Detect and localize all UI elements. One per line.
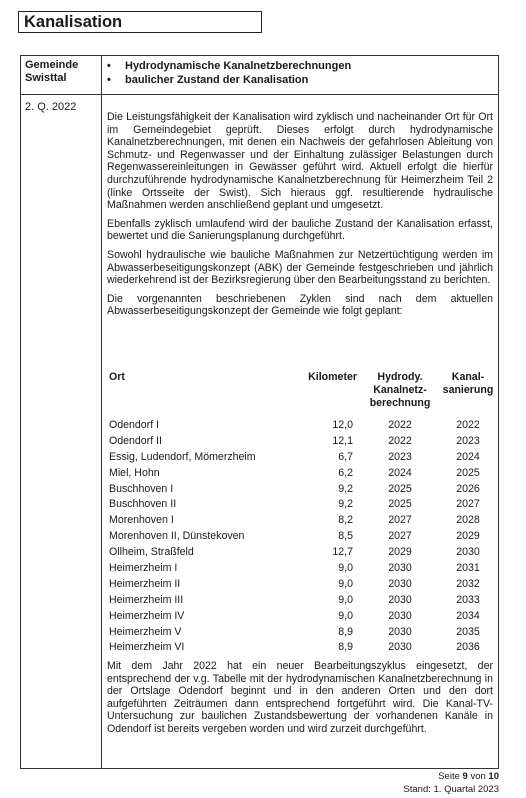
cell-hydro: 2023 [388, 450, 412, 463]
cell-kanal: 2035 [456, 625, 480, 638]
header-ort: Ort [109, 371, 125, 383]
table-row [107, 482, 493, 498]
cell-ort: Heimerzheim VI [109, 641, 185, 654]
cell-km: 9,0 [338, 593, 353, 606]
cell-kanal: 2023 [456, 434, 480, 447]
column-divider [101, 56, 102, 768]
topic-item: • Hydrodynamische Kanalnetzberechnungen [107, 60, 352, 72]
cell-ort: Heimerzheim III [109, 593, 184, 606]
content-table [20, 55, 499, 769]
schedule-table [107, 363, 493, 656]
table-row [107, 545, 493, 561]
bullet-icon: • [107, 60, 111, 72]
topic-item: • baulicher Zustand der Kanalisation [107, 74, 309, 86]
cell-kanal: 2033 [456, 593, 480, 606]
section-title: Kanalisation [18, 11, 262, 33]
cell-ort: Morenhoven II, Dünstekoven [109, 530, 245, 543]
cell-hydro: 2030 [388, 562, 412, 575]
cell-hydro: 2030 [388, 577, 412, 590]
header-hydro: Hydrody. Kanalnetz- berechnung [369, 371, 431, 409]
cell-hydro: 2022 [388, 434, 412, 447]
cell-ort: Odendorf II [109, 434, 162, 447]
header-kanal: Kanal- sanierung [442, 371, 494, 396]
bullet-icon: • [107, 74, 111, 86]
cell-kanal: 2022 [456, 419, 480, 431]
cell-ort: Heimerzheim II [109, 577, 181, 590]
cell-kanal: 2025 [456, 466, 480, 479]
table-row [107, 529, 493, 545]
topic-list [107, 59, 351, 87]
cell-ort: Heimerzheim V [109, 625, 182, 638]
table-row [107, 513, 493, 529]
cell-ort: Miel, Hohn [109, 466, 160, 479]
cell-kanal: 2024 [456, 450, 480, 463]
cell-kanal: 2032 [456, 577, 480, 590]
table-row [107, 609, 493, 625]
cell-hydro: 2022 [388, 419, 412, 431]
report-date: 2. Q. 2022 [25, 101, 77, 113]
cell-km: 12,0 [332, 419, 353, 431]
cell-hydro: 2025 [388, 498, 412, 511]
cell-hydro: 2027 [388, 530, 412, 543]
cell-ort: Buschhoven I [109, 482, 174, 495]
paragraph: Die Leistungsfähigkeit der Kanalisation wird zyklisch und nacheinander Ort für Ort im Gemeindegebiet geprüft. Dieses erfolgt durch hydrodynamische Kanalnetzberechnungen, mit denen ein Nachweis der gefahrlosen Ableitung von Schmutz- und Regenwasser und der Einhaltung zulässiger Belastungen durch Regenwassereinleitungen in Gewässer geführt wird. Aktuell erfolgt die hierfür durchzuführende hydrodynamische Kanalnetzberechnung für Heimerzheim Teil 2 (linke Ortsseite der Swist). Sich hieraus ggf. resultierende hydraulische Maßnahmen werden anschließend geplant und umgesetzt. [107, 111, 493, 212]
body-text [107, 111, 493, 324]
page-number: Seite 9 von 10 [438, 771, 499, 782]
cell-ort: Morenhoven I [109, 514, 174, 527]
table-row [107, 466, 493, 482]
table-row [107, 434, 493, 450]
cell-kanal: 2027 [456, 498, 480, 511]
table-row [107, 561, 493, 577]
cell-ort: Essig, Ludendorf, Mömerzheim [109, 450, 256, 463]
cell-hydro: 2030 [388, 641, 412, 654]
table-row [107, 640, 493, 656]
cell-kanal: 2028 [456, 514, 480, 527]
paragraph: Sowohl hydraulische wie bauliche Maßnahmen zur Netzertüchtigung werden im Abwasserbeseitigungskonzept (ABK) der Gemeinde festgeschrieben und jährlich wiederkehrend ist der Bezirksregierung über den Bearbeitungsstand zu berichten. [107, 248, 493, 287]
cell-hydro: 2027 [388, 514, 412, 527]
cell-km: 9,2 [338, 482, 353, 495]
cell-ort: Odendorf I [109, 419, 160, 431]
cell-ort: Heimerzheim IV [109, 609, 185, 622]
table-row [107, 625, 493, 641]
header-km: Kilometer [308, 371, 357, 383]
cell-hydro: 2024 [388, 466, 412, 479]
table-row [107, 450, 493, 466]
cell-ort: Buschhoven II [109, 498, 177, 511]
cell-kanal: 2026 [456, 482, 480, 495]
cell-km: 12,1 [332, 434, 353, 447]
closing-paragraph: Mit dem Jahr 2022 hat ein neuer Bearbeitungszyklus eingesetzt, der entsprechend der v.g. Tabelle mit der hydrodynamischen Kanalnetzberechnung in der Ortslage Odendorf beginnt und in den anderen Orten und den dort aufgeführten Zeiträumen dann entsprechend fortgeführt wird. Die Kanal-TV-Untersuchung zur baulichen Zustandsbewertung der vorhandenen Kanäle in Odendorf ist bereits vergeben worden und wird zurzeit durchgeführt. [107, 660, 493, 735]
cell-km: 8,9 [338, 625, 353, 638]
cell-km: 6,7 [338, 450, 353, 463]
row-divider [21, 94, 498, 95]
cell-km: 9,0 [338, 562, 353, 575]
municipality-label: Gemeinde Swisttal [25, 59, 79, 84]
cell-kanal: 2030 [456, 546, 480, 559]
cell-kanal: 2036 [456, 641, 480, 654]
cell-km: 8,2 [338, 514, 353, 527]
schedule-header [107, 363, 493, 418]
schedule-rows [107, 418, 493, 656]
page-footer [403, 770, 499, 796]
cell-kanal: 2031 [456, 562, 480, 575]
paragraph: Ebenfalls zyklisch umlaufend wird der bauliche Zustand der Kanalisation erfasst, bewertet und die Sanierungsplanung durchgeführt. [107, 217, 493, 243]
table-row [107, 418, 493, 434]
table-row [107, 593, 493, 609]
cell-hydro: 2029 [388, 546, 412, 559]
cell-km: 8,9 [338, 641, 353, 654]
cell-ort: Ollheim, Straßfeld [109, 546, 194, 559]
cell-kanal: 2029 [456, 530, 480, 543]
cell-km: 8,5 [338, 530, 353, 543]
cell-km: 6,2 [338, 466, 353, 479]
cell-ort: Heimerzheim I [109, 562, 178, 575]
cell-km: 9,2 [338, 498, 353, 511]
cell-km: 12,7 [332, 546, 353, 559]
cell-km: 9,0 [338, 609, 353, 622]
cell-hydro: 2030 [388, 625, 412, 638]
cell-hydro: 2030 [388, 593, 412, 606]
cell-kanal: 2034 [456, 609, 480, 622]
cell-km: 9,0 [338, 577, 353, 590]
cell-hydro: 2025 [388, 482, 412, 495]
status-date: Stand: 1. Quartal 2023 [403, 784, 499, 795]
table-row [107, 577, 493, 593]
table-row [107, 497, 493, 513]
cell-hydro: 2030 [388, 609, 412, 622]
paragraph: Die vorgenannten beschriebenen Zyklen sind nach dem aktuellen Abwasserbeseitigungskonzept der Gemeinde wie folgt geplant: [107, 292, 493, 318]
